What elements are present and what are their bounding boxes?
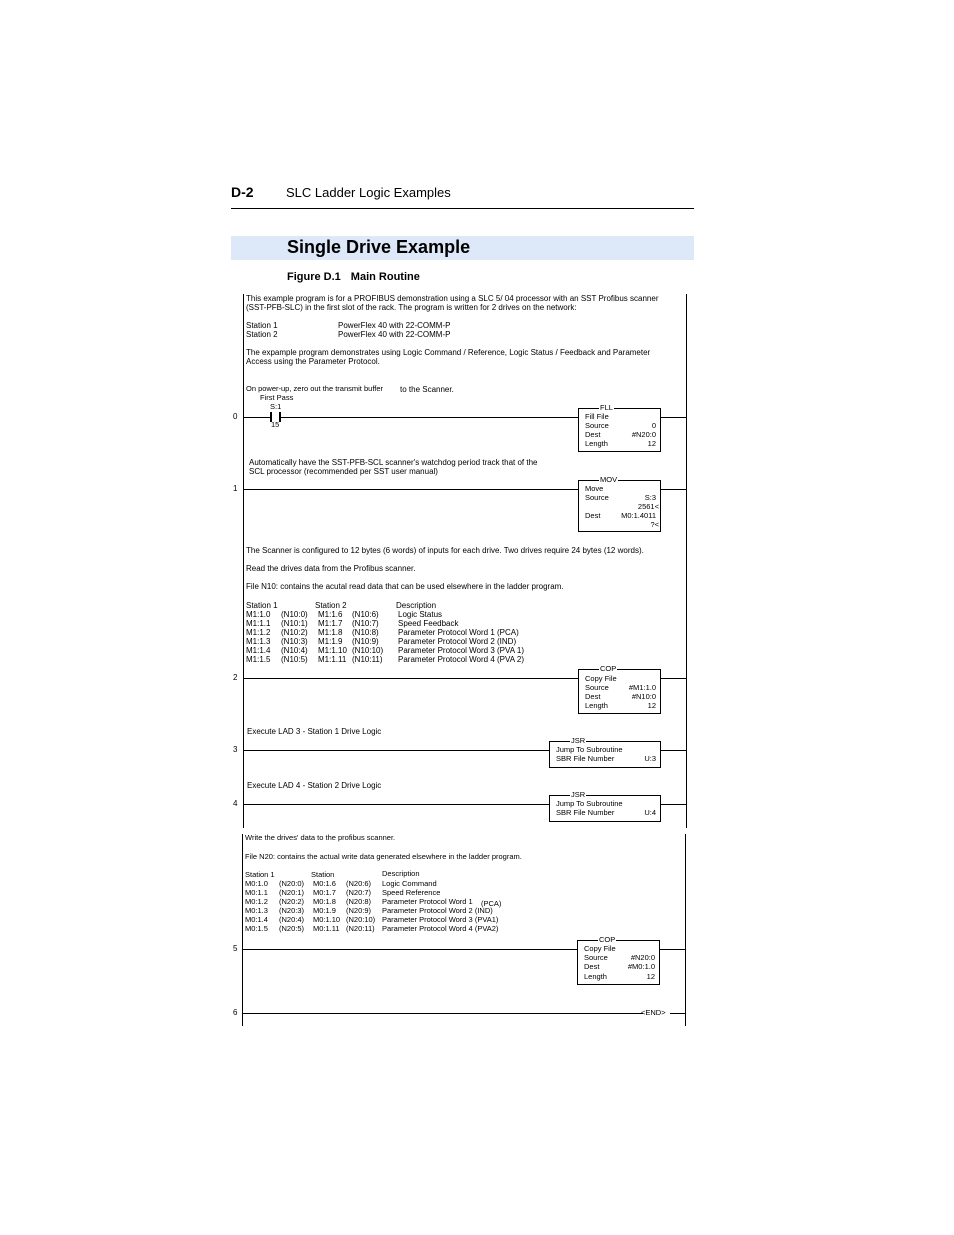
read-r5-c3: (N10:11): [352, 655, 383, 664]
read-r5-c1: (N10:5): [281, 655, 308, 664]
write-r0-c1: (N20:0): [279, 879, 305, 888]
intro-line-3: The expample program demonstrates using Logic Command / Reference, Logic Status / Feedback and Parameter: [246, 348, 651, 357]
read-r4-c2: M1:1.10: [318, 646, 347, 655]
fll-source-row: [585, 421, 656, 430]
rung-0-wire-b: [281, 417, 578, 418]
read-r2-c1: (N10:2): [281, 628, 308, 637]
figure-label: Figure D.1: [287, 271, 341, 283]
station-1-name: Station 1: [246, 321, 278, 330]
rung-0-contact-name: First Pass: [260, 393, 294, 402]
rung-5-comment-2: File N20: contains the actual write data generated elsewhere in the ladder program.: [245, 852, 522, 861]
write-r1-c4: Speed Reference: [382, 888, 441, 897]
read-r1-c4: Speed Feedback: [398, 619, 459, 628]
write-r0-c4: Logic Command: [382, 879, 437, 888]
read-r2-c0: M1:1.2: [246, 628, 271, 637]
cop-write-dest-row: [584, 962, 655, 971]
rung-0-comment-b: to the Scanner.: [400, 385, 454, 394]
fll-length-row: [585, 439, 656, 448]
write-r5-c0: M0:1.5: [245, 924, 268, 933]
rung-1-comment-1: Automatically have the SST-PFB-SCL scanner's watchdog period track that of the: [249, 458, 538, 467]
intro-line-2: (SST-PFB-SLC) in the first slot of the rack. The program is written for 2 drives on the network:: [246, 303, 577, 312]
write-r0-c3: (N20:6): [346, 879, 372, 888]
write-r1-c3: (N20:7): [346, 888, 372, 897]
fll-mnemonic: FLL: [600, 403, 613, 412]
jsr-2-file-row: [556, 808, 656, 817]
write-r3-c4: Parameter Protocol Word 2 (IND): [382, 906, 493, 915]
read-table-header-station2: Station 2: [315, 601, 347, 610]
read-mapping-table: [246, 610, 546, 666]
jsr-1-file-label: SBR File Number: [556, 754, 615, 763]
left-power-rail: [243, 294, 244, 828]
cop-write-instruction-block[interactable]: [577, 935, 660, 985]
rung-4-wire-b: [661, 804, 686, 805]
read-r4-c0: M1:1.4: [246, 646, 271, 655]
read-r1-c2: M1:1.7: [318, 619, 343, 628]
rung-number-5: 5: [233, 944, 238, 953]
read-r4-c4: Parameter Protocol Word 3 (PVA 1): [398, 646, 524, 655]
fll-length-label: Length: [585, 439, 608, 448]
jsr-station-2-block[interactable]: [549, 790, 661, 822]
cop-write-length-label: Length: [584, 972, 607, 981]
rung-number-0: 0: [233, 412, 238, 421]
write-r2-c0: M0:1.2: [245, 897, 268, 906]
read-r3-c0: M1:1.3: [246, 637, 271, 646]
write-r3-c2: M0:1.9: [313, 906, 336, 915]
cop-write-dest-label: Dest: [584, 962, 600, 971]
cop-write-mnemonic: COP: [599, 935, 616, 944]
header-rule: [231, 208, 694, 209]
cop-read-instruction-block[interactable]: [578, 664, 661, 714]
intro-line-4: Access using the Parameter Protocol.: [246, 357, 380, 366]
mov-source-value: S:3: [644, 493, 656, 502]
fll-dest-value: #N20:0: [631, 430, 656, 439]
rung-5-comment-1: Write the drives' data to the profibus scanner.: [245, 833, 396, 842]
read-r1-c3: (N10:7): [352, 619, 379, 628]
read-r4-c3: (N10:10): [352, 646, 384, 655]
mov-dest-row: [585, 511, 656, 520]
write-r4-c0: M0:1.4: [245, 915, 268, 924]
jsr-station-1-block[interactable]: [549, 736, 661, 768]
read-r3-c1: (N10:3): [281, 637, 308, 646]
read-r2-c2: M1:1.8: [318, 628, 343, 637]
read-r4-c1: (N10:4): [281, 646, 308, 655]
jsr-2-file-label: SBR File Number: [556, 808, 615, 817]
write-r5-c4: Parameter Protocol Word 4 (PVA2): [382, 924, 499, 933]
rung-2-comment-2: Read the drives data from the Profibus scanner.: [246, 564, 416, 573]
write-r3-c1: (N20:3): [279, 906, 305, 915]
cop-read-dest-label: Dest: [585, 692, 601, 701]
mov-dest-value: M0:1.4011: [621, 511, 656, 520]
rung-1-comment-2: SCL processor (recommended per SST user manual): [249, 467, 438, 476]
read-r0-c4: Logic Status: [398, 610, 443, 619]
write-r1-c2: M0:1.7: [313, 888, 336, 897]
cop-read-title: Copy File: [585, 674, 617, 683]
read-r2-c4: Parameter Protocol Word 1 (PCA): [398, 628, 519, 637]
rung-5-wire-b: [660, 949, 685, 950]
rung-0-wire-a: [243, 417, 270, 418]
write-r4-c4: Parameter Protocol Word 3 (PVA1): [382, 915, 499, 924]
read-r5-c0: M1:1.5: [246, 655, 271, 664]
fll-length-value: 12: [647, 439, 656, 448]
rung-number-6: 6: [233, 1008, 238, 1017]
rung-1-wire-b: [661, 489, 686, 490]
mov-mnemonic: MOV: [600, 475, 618, 484]
rung-3-wire-b: [661, 750, 686, 751]
cop-read-source-row: [585, 683, 656, 692]
read-r3-c2: M1:1.9: [318, 637, 343, 646]
rung-2-wire-a: [243, 678, 578, 679]
fll-title: Fill File: [585, 412, 609, 421]
figure-title: Main Routine: [350, 271, 420, 283]
cop-read-dest-row: [585, 692, 656, 701]
rung-0-wire-c: [661, 417, 686, 418]
write-table-header-station: Station: [311, 870, 335, 879]
mov-source-label: Source: [585, 493, 609, 502]
rung-2-wire-b: [661, 678, 686, 679]
rung-2-comment-3: File N10: contains the acutal read data that can be used elsewhere in the ladder program.: [246, 582, 564, 591]
write-r1-c1: (N20:1): [279, 888, 305, 897]
rung-4-comment: Execute LAD 4 - Station 2 Drive Logic: [247, 781, 382, 790]
cop-read-source-value: #M1:1.0: [628, 683, 656, 692]
write-r0-c0: M0:1.0: [245, 879, 268, 888]
rung-6-wire-a: [242, 1013, 643, 1014]
intro-line-1: This example program is for a PROFIBUS demonstration using a SLC 5/ 04 processor with an SST Profibus scanner: [246, 294, 659, 303]
read-r0-c3: (N10:6): [352, 610, 379, 619]
mov-source-row: [585, 493, 656, 502]
cop-read-dest-value: #N10:0: [631, 692, 656, 701]
write-r3-c3: (N20:9): [346, 906, 372, 915]
read-r1-c0: M1:1.1: [246, 619, 271, 628]
rung-4-wire-a: [243, 804, 549, 805]
write-r4-c1: (N20:4): [279, 915, 305, 924]
jsr-1-mnemonic: JSR: [571, 736, 586, 745]
mov-title: Move: [585, 484, 604, 493]
fll-source-value: 0: [651, 421, 656, 430]
read-r5-c4: Parameter Protocol Word 4 (PVA 2): [398, 655, 524, 664]
read-r5-c2: M1:1.11: [318, 655, 347, 664]
mov-source-sub: 2561<: [637, 502, 659, 511]
cop-write-source-value: #N20:0: [630, 953, 655, 962]
section-title: Single Drive Example: [287, 237, 471, 257]
cop-read-length-row: [585, 701, 656, 710]
end-instruction[interactable]: <END>: [641, 1008, 666, 1017]
cop-read-source-label: Source: [585, 683, 609, 692]
fll-dest-label: Dest: [585, 430, 601, 439]
cop-write-title: Copy File: [584, 944, 616, 953]
jsr-2-mnemonic: JSR: [571, 790, 586, 799]
read-r1-c1: (N10:1): [281, 619, 308, 628]
read-table-header-description: Description: [396, 601, 437, 610]
write-r4-c2: M0:1.10: [313, 915, 341, 924]
fll-instruction-block[interactable]: [578, 403, 661, 452]
rung-0-contact-address: S:1: [270, 402, 282, 411]
station-2-name: Station 2: [246, 330, 278, 339]
fll-dest-row: [585, 430, 656, 439]
write-r5-c1: (N20:5): [279, 924, 305, 933]
read-r3-c4: Parameter Protocol Word 2 (IND): [398, 637, 517, 646]
cop-read-length-label: Length: [585, 701, 608, 710]
write-r2-c1: (N20:2): [279, 897, 305, 906]
cop-write-dest-value: #M0:1.0: [627, 962, 655, 971]
station-2-desc: PowerFlex 40 with 22-COMM-P: [338, 330, 451, 339]
jsr-2-file-value: U:4: [644, 808, 656, 817]
write-r2-c2: M0:1.8: [313, 897, 336, 906]
left-power-rail-2: [242, 834, 243, 1026]
cop-read-mnemonic: COP: [600, 664, 617, 673]
write-r2-c3: (N20:8): [346, 897, 372, 906]
cop-write-length-row: [584, 972, 655, 981]
read-r3-c3: (N10:9): [352, 637, 379, 646]
write-r4-c3: (N20:10): [346, 915, 376, 924]
end-label: END: [645, 1008, 662, 1017]
rung-number-2: 2: [233, 673, 238, 682]
write-r3-c0: M0:1.3: [245, 906, 268, 915]
rung-number-1: 1: [233, 484, 238, 493]
rung-1-wire-a: [243, 489, 578, 490]
mov-instruction-block[interactable]: [578, 475, 661, 532]
figure-caption: [287, 271, 420, 283]
read-r0-c0: M1:1.0: [246, 610, 271, 619]
mov-dest-sub: ?<: [650, 520, 659, 529]
jsr-1-file-value: U:3: [644, 754, 656, 763]
read-r2-c3: (N10:8): [352, 628, 379, 637]
read-r0-c2: M1:1.6: [318, 610, 343, 619]
write-r2-c5: (PCA): [481, 899, 502, 908]
rung-0-comment-a: On power-up, zero out the transmit buffer: [246, 384, 384, 393]
cop-write-source-label: Source: [584, 953, 608, 962]
page-number: D-2: [231, 184, 254, 200]
write-r5-c2: M0:1.11: [313, 924, 340, 933]
cop-write-length-value: 12: [646, 972, 655, 981]
right-power-rail-2: [685, 834, 686, 1026]
rung-number-4: 4: [233, 799, 238, 808]
read-r0-c1: (N10:0): [281, 610, 308, 619]
jsr-1-title: Jump To Subroutine: [556, 745, 623, 754]
rung-3-comment: Execute LAD 3 - Station 1 Drive Logic: [247, 727, 382, 736]
jsr-1-file-row: [556, 754, 656, 763]
write-table-header-description: Description: [382, 869, 420, 878]
rung-6-wire-b: [670, 1013, 685, 1014]
chapter-title: SLC Ladder Logic Examples: [286, 185, 451, 200]
right-power-rail: [686, 294, 687, 828]
fll-source-label: Source: [585, 421, 609, 430]
mov-dest-label: Dest: [585, 511, 601, 520]
write-r2-c4: Parameter Protocol Word 1: [382, 897, 473, 906]
rung-2-comment-1: The Scanner is configured to 12 bytes (6 words) of inputs for each drive. Two drives require 24 bytes (12 words).: [246, 546, 644, 555]
rung-0-contact-bit: 15: [271, 420, 280, 429]
rung-3-wire-a: [243, 750, 549, 751]
rung-number-3: 3: [233, 745, 238, 754]
station-1-desc: PowerFlex 40 with 22-COMM-P: [338, 321, 451, 330]
write-r0-c2: M0:1.6: [313, 879, 336, 888]
cop-read-length-value: 12: [647, 701, 656, 710]
write-r5-c3: (N20:11): [346, 924, 375, 933]
rung-5-wire-a: [242, 949, 577, 950]
write-mapping-table: [245, 879, 545, 935]
write-r1-c0: M0:1.1: [245, 888, 268, 897]
write-table-header-station1: Station 1: [245, 870, 275, 879]
read-table-header-station1: Station 1: [246, 601, 278, 610]
jsr-2-title: Jump To Subroutine: [556, 799, 623, 808]
cop-write-source-row: [584, 953, 655, 962]
